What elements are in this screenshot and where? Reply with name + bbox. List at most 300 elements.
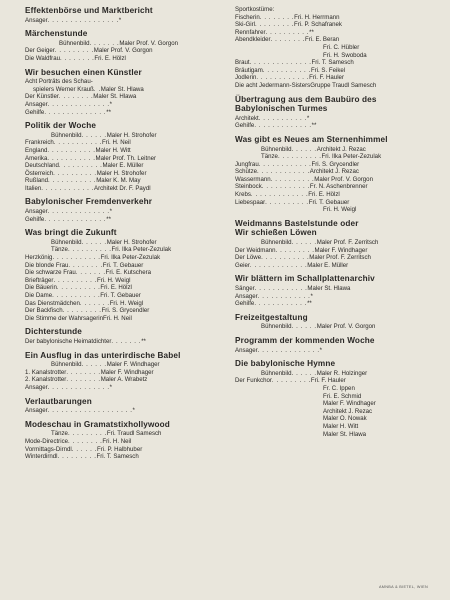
credit-row [235, 191, 440, 199]
role-label: Deutschland [25, 162, 59, 170]
section-title: Freizeitgestaltung [235, 312, 308, 322]
role-label: Bühnenbild [261, 145, 292, 153]
credit-row [235, 44, 440, 52]
role-label: Die Bäuerin [25, 284, 57, 292]
credit-row [25, 155, 225, 163]
printer-imprint: AMNBA & BIETEL, WIEN [378, 585, 428, 589]
performer-name: Architekt J. Rezac [323, 407, 373, 415]
program-section [25, 197, 225, 223]
credit-row [25, 438, 225, 446]
performer-name: Maler H. Witt [323, 422, 359, 430]
credit-row [25, 277, 225, 285]
dot-leader: . . . . . . . . . . [56, 284, 101, 292]
credit-row [235, 285, 440, 293]
dot-leader: . . . . . . . . . . . . [254, 300, 308, 308]
role-label: Der Funkchor [235, 377, 272, 385]
credit-row [25, 446, 225, 454]
dot-leader: . . . . . . . . . . . . [41, 184, 95, 192]
performer-name: Maler F. Windhager [314, 246, 368, 254]
credit-row [235, 67, 440, 75]
credit-row [25, 269, 225, 277]
section-title: Märchenstunde [25, 29, 88, 39]
role-label: Frankreich [25, 139, 54, 147]
section-title: Dichterstunde [25, 327, 82, 337]
performer-name: * [118, 16, 122, 24]
credit-row [25, 376, 225, 384]
program-columns [25, 6, 440, 466]
dot-leader: . . . . . . . [79, 299, 110, 307]
credit-row [25, 109, 225, 117]
credit-row [25, 307, 225, 315]
dot-leader: . . . . . . [291, 369, 317, 377]
credit-row [235, 393, 440, 401]
credit-row [235, 59, 440, 67]
role-label [235, 400, 323, 408]
role-label: Steinbock [235, 183, 262, 191]
performer-name: Maler St. Hlawa [307, 285, 351, 292]
section-title: Was gibt es Neues am Sternenhimmel [235, 134, 388, 144]
credit-row [235, 370, 440, 378]
credit-row [25, 139, 225, 147]
role-label: Liebespaar [235, 198, 266, 206]
program-section [235, 274, 440, 307]
performer-name: ** [309, 28, 314, 36]
performer-name: Architekt Dr. F. Paydl [94, 184, 151, 192]
role-label: Gehilfe [235, 300, 255, 308]
dot-leader: . . . . . . . . . . . . . [250, 191, 309, 199]
credit-row [235, 408, 440, 416]
role-label [235, 385, 323, 393]
performer-name: ** [106, 215, 111, 223]
dot-leader: . . . . . . . . . . . . . [249, 261, 308, 269]
role-label: Rennfahrer [235, 28, 266, 36]
program-section [235, 6, 440, 90]
credit-row [25, 300, 225, 308]
performer-name: Maler E. Müller [307, 261, 349, 269]
program-section [25, 29, 225, 62]
section-title: Wir besuchen einen Künstler [25, 67, 142, 77]
dot-leader: . . . . . . . . . [275, 246, 315, 254]
dot-leader: . . . . . . . . . [67, 430, 107, 438]
performer-name: Maler O. Nowak [323, 415, 367, 423]
role-label: Bühnenbild [51, 131, 82, 139]
dot-leader: . . . . . . . . . . . . . . [47, 208, 110, 216]
dot-leader: . . . . . . [71, 445, 97, 453]
dot-leader: . . . . . . . . . . . . . . [47, 383, 110, 391]
performer-name: Maler St. Hlawa [93, 93, 137, 101]
dot-leader: . . . . . . . . [270, 36, 305, 44]
program-section [235, 336, 440, 354]
program-section [25, 68, 225, 117]
dot-leader: . . . . . . . . . . [265, 198, 309, 206]
credit-row [25, 101, 225, 109]
dot-leader: . . . . . . . . . . . . . . [44, 108, 107, 116]
program-section [25, 6, 225, 24]
credit-row [25, 239, 225, 247]
dot-leader: . . . . . . . . [259, 13, 295, 21]
section-title: Wir blättern im Schallplattenarchiv [235, 274, 375, 284]
credit-row [235, 206, 440, 214]
performer-name: Maler St. Hlawa [323, 430, 367, 438]
role-label: Die blonde Frau [25, 261, 69, 269]
credit-row [235, 161, 440, 169]
performer-name: Maler Prof. V. Gorgon [93, 47, 153, 55]
role-label: Briefträger [25, 276, 54, 284]
program-section [235, 313, 440, 331]
credit-row [235, 146, 440, 154]
credit-row [235, 168, 440, 176]
performer-name: Fri. T. Gebauer [308, 198, 350, 206]
dot-leader: . . . . . . . . . . [277, 153, 322, 161]
role-label: Bühnenbild [261, 239, 292, 247]
role-label [235, 415, 323, 423]
dot-leader: . . . . . . . . . . . [262, 66, 311, 74]
performer-name: Maler H. Strohofer [96, 169, 147, 177]
dot-leader: . . . . . . . . . . [67, 246, 112, 254]
performer-name: Maler St. Hlawa [100, 85, 144, 93]
performer-name: Maler Prof. Th. Leitner [95, 154, 157, 162]
program-section [25, 397, 225, 415]
section-title: Programm der kommenden Woche [235, 335, 375, 345]
performer-name: Maler Prof. F. Zerritsch [316, 239, 379, 247]
credit-row [25, 185, 225, 193]
performer-name: Fri. P. Halbhuber [96, 445, 143, 453]
section-title: Babylonischer Fremdenverkehr [25, 197, 153, 207]
credit-row [25, 254, 225, 262]
dot-leader: . . . . . . . . . . . . . . . . [47, 16, 119, 24]
role-label: Ansager [25, 208, 48, 216]
role-label: Die acht Jedermann-Sisters [235, 81, 311, 89]
credit-row [235, 153, 440, 161]
dot-leader: . . . . . . . . [60, 54, 95, 62]
dot-leader: . . . . . . . . . . . [53, 139, 102, 147]
role-label: Bühnenbild [51, 361, 82, 369]
credit-row [235, 347, 440, 355]
role-label: Die Dame [25, 292, 53, 299]
dot-leader: . . . . . . . . . . . . . . [47, 100, 110, 108]
role-label: Bühnenbild [51, 238, 82, 246]
program-section [25, 351, 225, 392]
credit-row [235, 74, 440, 82]
performer-name: Fri. P. Schafranek [293, 21, 342, 29]
role-label: Die schwarze Frau [25, 269, 76, 277]
performer-name: Fri. E. Beran [304, 36, 340, 44]
performer-name: Fri. H. Weigl [109, 299, 144, 307]
performer-name: Fri. T. Samesch [96, 453, 139, 461]
credit-row [25, 407, 225, 415]
role-label: Wassermann [235, 175, 271, 183]
performer-name: Fri. T. Gebauer [100, 292, 141, 299]
credit-row [25, 369, 225, 377]
role-label: Ansager [25, 100, 48, 108]
performer-name: Fri. H. Herrmann [294, 13, 340, 21]
program-section [235, 135, 440, 214]
dot-leader: . . . . . . . . . [57, 453, 97, 461]
performer-name: ** [106, 108, 111, 116]
role-label: Bühnenbild [261, 323, 292, 331]
role-label: Geier [235, 261, 250, 269]
credit-row [25, 338, 225, 346]
credit-row [235, 6, 440, 14]
role-label: Der Backfisch [25, 307, 63, 315]
section-title: Verlautbarungen [25, 396, 92, 406]
credit-row [25, 162, 225, 170]
performer-name: Maler F. Windhager [106, 361, 160, 369]
credit-row [235, 122, 440, 130]
role-label [235, 44, 323, 52]
dot-leader: . . . . . . [291, 239, 317, 247]
performer-name: Fri. F. Hauler [309, 74, 344, 82]
credit-row [25, 292, 225, 300]
dot-leader: . . . . . . . . . . . . [256, 74, 310, 82]
program-section [25, 327, 225, 345]
role-label: 1. Kanalstrotter [25, 368, 67, 376]
role-label: England [25, 146, 48, 154]
credit-row [235, 254, 440, 262]
role-label [235, 393, 323, 401]
role-label: Gehilfe [235, 122, 255, 130]
role-label: Architekt [235, 114, 259, 122]
role-label: Acht Porträts des Schau- [25, 78, 93, 86]
performer-name: ** [307, 300, 312, 308]
credit-row [235, 199, 440, 207]
performer-name: Maler R. Holzinger [316, 369, 368, 377]
dot-leader: . . . . . . . . [68, 437, 103, 445]
credit-row [25, 216, 225, 224]
credit-row [235, 82, 440, 90]
credit-row [25, 430, 225, 438]
dot-leader: . . . . . . . [111, 337, 142, 345]
credit-row [235, 115, 440, 123]
credit-row [25, 132, 225, 140]
dot-leader: . . . . . . . . . . . . [254, 285, 308, 292]
section-title: Was bringt die Zukunft [25, 228, 117, 238]
performer-name: Maler H. Strohofer [106, 238, 157, 246]
credit-row [235, 29, 440, 37]
program-section [235, 359, 440, 438]
credit-row [235, 415, 440, 423]
credit-row [25, 177, 225, 185]
role-label: Vormittags-Dirndl [25, 445, 72, 453]
credit-row [25, 262, 225, 270]
dot-leader: . . . . . . . . . . . [47, 154, 96, 162]
role-label: Winterdirndl [25, 453, 58, 461]
performer-name: Fr. N. Aschenbrenner [309, 183, 368, 191]
role-label: Der Löwe [235, 254, 262, 262]
performer-name: ** [311, 122, 317, 130]
dot-leader: . . . . . . . . . . [53, 276, 98, 284]
role-label: Gehilfe [25, 108, 45, 116]
performer-name: * [306, 114, 310, 122]
dot-leader: . . . . . . . . . . . . [257, 168, 310, 176]
credit-row [25, 147, 225, 155]
credit-row [25, 47, 225, 55]
performer-name: Fri. Ilka Peter-Zezulak [111, 246, 172, 254]
dot-leader: . . . . . . . . [66, 368, 101, 376]
dot-leader: . . . . . . . . . . [58, 162, 103, 170]
role-label: Der Geiger [25, 47, 55, 55]
performer-name: Fr. C. Ippen [323, 384, 355, 392]
dot-leader: . . . . . . . . [68, 261, 103, 269]
role-label: Italien [25, 184, 42, 192]
dot-leader: . . . . . . . . . . . . [258, 160, 312, 168]
dot-leader: . . . . . . . . . . [265, 28, 310, 36]
performer-name: Fri. S. Grycendler [311, 160, 360, 168]
performer-name: Architekt J. Rezac [316, 145, 366, 153]
credit-row [235, 423, 440, 431]
performer-name: Gruppe Traudl Samesch [310, 81, 377, 89]
credit-row [235, 52, 440, 60]
performer-name: Fri. E. Schmid [323, 392, 362, 400]
dot-leader: . . . . . . . . . [54, 47, 94, 55]
dot-leader: . . . . . . . . . . . . . . [257, 346, 320, 354]
role-label: Sänger [235, 285, 255, 292]
performer-name: * [109, 383, 112, 391]
dot-leader: . . . . . . [291, 145, 317, 153]
credit-row [25, 284, 225, 292]
performer-name: Maler H. Witt [95, 146, 131, 154]
left-column [25, 6, 225, 466]
dot-leader: . . . . . . . . . . . [258, 114, 307, 122]
dot-leader: . . . . . . . . . . [53, 169, 97, 177]
section-title: Die babylonische Hymne [235, 359, 336, 369]
performer-name: Maler E. Müller [102, 162, 144, 170]
role-label: Der Künstler [25, 93, 59, 101]
role-label: Der Weidmann [235, 246, 276, 254]
credit-row [25, 170, 225, 178]
performer-name: * [310, 292, 313, 300]
performer-name: Fri. E. Kutschera [105, 269, 152, 277]
role-label: Bühnenbild [59, 39, 90, 47]
dot-leader: . . . . . . . . . . . [48, 177, 97, 185]
performer-name: Fri. Ilka Peter-Zezulak [100, 254, 161, 262]
performer-name: Maler H. Strohofer [106, 131, 157, 139]
role-label: Abendkleider [235, 36, 271, 44]
credit-row [25, 40, 225, 48]
role-label: Jodlerin [235, 74, 257, 82]
section-title: Weidmanns Bastelstunde oder Wir schießen Löwen [235, 218, 359, 238]
performer-name: ** [141, 337, 146, 345]
credit-row [25, 208, 225, 216]
dot-leader: . . . . . . . . . [271, 377, 311, 385]
section-title: Modeschau in Gramatstixhollywood [25, 419, 170, 429]
performer-name: Fri. E. Hölzl [94, 54, 126, 62]
credit-row [25, 361, 225, 369]
performer-name: Fri. Ilka Peter-Zezulak [321, 153, 382, 161]
performer-name: Architekt J. Rezac [309, 168, 359, 176]
performer-name: Fri. F. Hauler [310, 377, 346, 385]
role-label: Herzkönig [25, 254, 53, 262]
credit-row [235, 21, 440, 29]
credit-row [25, 246, 225, 254]
role-label: Ansager [25, 407, 48, 415]
role-label: Ansager [25, 16, 48, 24]
credit-row [235, 36, 440, 44]
credit-row [235, 247, 440, 255]
role-label: Das Dienstmädchen [25, 299, 80, 307]
performer-name: * [109, 100, 112, 108]
credit-row [235, 431, 440, 439]
credit-row [235, 293, 440, 301]
section-title: Effektenbörse und Marktbericht [25, 6, 153, 15]
role-label: Die Waldfrau [25, 54, 60, 62]
role-label [235, 408, 323, 416]
dot-leader: . . . . . . . . . . . [52, 254, 101, 262]
role-label: Der babylonische Heimatdichter [25, 337, 112, 345]
program-section [235, 95, 440, 130]
performer-name: Fri. H. Neil [101, 139, 131, 147]
dot-leader: . . . . . . [81, 238, 107, 246]
performer-name: Maler Prof. F. Zerritsch [309, 254, 371, 262]
performer-name: Fri. H. Weigl [97, 276, 131, 284]
role-label: Die Stimme der Wahrsagerin [25, 314, 104, 322]
program-section [25, 420, 225, 461]
performer-name: Fri. T. Gebauer [102, 261, 144, 269]
credit-row [235, 183, 440, 191]
performer-name: Fri. T. Samesch [311, 59, 354, 67]
performer-name: Fri. S. Feikel [310, 66, 346, 74]
performer-name: Fri. H. Neil [102, 437, 132, 445]
role-label: Tänze [261, 153, 278, 161]
role-label: Rußland [25, 177, 49, 185]
section-title: Übertragung aus dem Baubüro des Babylonischen Turmes [235, 94, 377, 114]
performer-name: Fri. E. Hölzl [308, 191, 340, 199]
role-label: Sportkostüme: [235, 6, 275, 13]
role-label: Bräutigam [235, 66, 263, 74]
role-label [235, 423, 323, 431]
dot-leader: . . . . . . . . . . . [47, 146, 96, 154]
credit-row [235, 300, 440, 308]
role-label: Ski-Girl [235, 21, 255, 29]
credit-row [25, 55, 225, 63]
role-label: Gehilfe [25, 215, 45, 223]
performer-name: Maler F. Windhager [100, 368, 154, 376]
section-title: Politik der Woche [25, 121, 97, 131]
credit-row [235, 400, 440, 408]
role-label [235, 206, 323, 214]
program-section [25, 228, 225, 322]
performer-name: * [109, 208, 112, 216]
performer-name: Maler Prof. V. Gorgon [314, 175, 373, 183]
role-label: Amerika [25, 154, 48, 162]
dot-leader: . . . . . . . . . . . [52, 292, 101, 299]
role-label [235, 431, 323, 439]
credit-row [235, 239, 440, 247]
performer-name: Maler Prof. V. Gorgon [316, 323, 376, 331]
credit-row [235, 176, 440, 184]
role-label: Braut [235, 59, 250, 67]
credit-row [25, 315, 225, 323]
program-section [235, 219, 440, 270]
credit-row [25, 17, 225, 25]
dot-leader: . . . . . . . [89, 39, 120, 47]
dot-leader: . . . . . . . . [58, 93, 94, 101]
credit-row [25, 453, 225, 461]
program-section [25, 121, 225, 192]
performer-name: Fri. E. Hölzl [100, 284, 132, 292]
performer-name: Maler K. M. May [96, 177, 141, 185]
dot-leader: . . . . . . . . . . [270, 175, 315, 183]
role-label: spielers Werner Krauß [33, 85, 94, 93]
role-label: Tänze [51, 246, 68, 254]
role-label: Fischerin [235, 13, 260, 21]
dot-leader: . . . . . . . . . . . . . . . . . . . [47, 407, 133, 415]
role-label: 2. Kanalstrotter [25, 376, 67, 384]
performer-name: Fri. Traudl Samesch [106, 430, 162, 438]
role-label: Jungfrau [235, 160, 259, 168]
dot-leader: . . . . . . [81, 131, 107, 139]
role-label [235, 52, 323, 60]
